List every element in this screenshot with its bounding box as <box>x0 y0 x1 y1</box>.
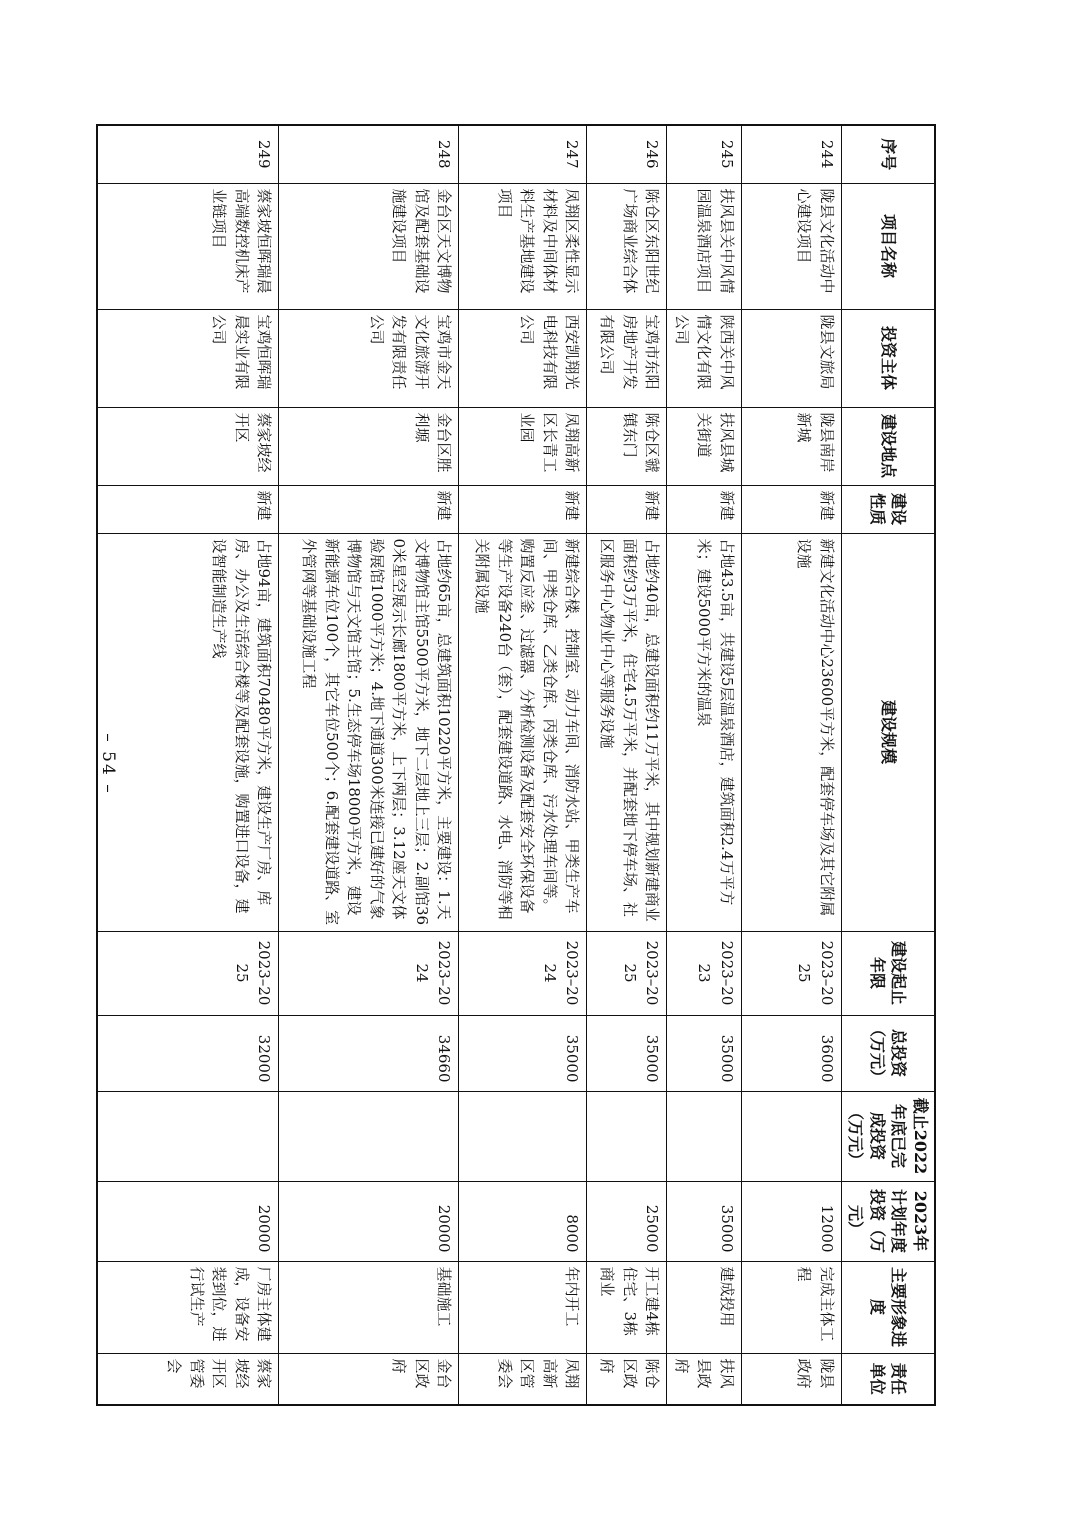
progress: 厂房主体建成，设备安装到位，进行试生产 <box>97 1261 279 1353</box>
responsible-unit: 陈仓区政府 <box>587 1353 667 1405</box>
responsible-unit: 扶风县政府 <box>667 1353 742 1405</box>
total-investment: 35000 <box>667 1015 742 1091</box>
nature: 新建 <box>741 485 841 533</box>
period: 2023–2024 <box>459 931 587 1015</box>
nature: 新建 <box>459 485 587 533</box>
row-number: 245 <box>667 125 742 183</box>
progress: 建成投用 <box>667 1261 742 1353</box>
location: 蔡家坡经开区 <box>97 407 279 485</box>
planned-investment: 35000 <box>667 1181 742 1261</box>
total-investment: 34660 <box>279 1015 459 1091</box>
total-investment: 35000 <box>587 1015 667 1091</box>
completed-investment <box>279 1091 459 1181</box>
responsible-unit: 蔡家坡经开区管委会 <box>97 1353 279 1405</box>
table-row <box>97 125 279 1405</box>
scale: 新建文化活动中心23600平方米，配套停车场及其它附属设施 <box>741 533 841 931</box>
progress: 年内开工 <box>459 1261 587 1353</box>
progress: 基础施工 <box>279 1261 459 1353</box>
location: 金台区胜利塬 <box>279 407 459 485</box>
header-cell: 责任单位 <box>841 1353 935 1405</box>
header-cell: 建设性质 <box>841 485 935 533</box>
page-number-text: – 54 – <box>98 733 118 795</box>
row-number: 244 <box>741 125 841 183</box>
investor: 陇县文旅局 <box>741 309 841 407</box>
row-number: 247 <box>459 125 587 183</box>
project-name: 陈仓区东阳世纪广场商业综合体 <box>587 183 667 309</box>
header-cell: 序号 <box>841 125 935 183</box>
nature: 新建 <box>667 485 742 533</box>
total-investment: 36000 <box>741 1015 841 1091</box>
header-cell: 投资主体 <box>841 309 935 407</box>
investor: 宝鸡市金天文化旅游开发有限责任公司 <box>279 309 459 407</box>
investor: 宝鸡恒晖瑞晨实业有限公司 <box>97 309 279 407</box>
table-row <box>459 125 587 1405</box>
investor: 陕西关中风情文化有限公司 <box>667 309 742 407</box>
responsible-unit: 金台区政府 <box>279 1353 459 1405</box>
responsible-unit: 陇县政府 <box>741 1353 841 1405</box>
investor: 西安凯翔光电科技有限公司 <box>459 309 587 407</box>
project-name: 蔡家坡恒晖瑞晨高端数控机床产业链项目 <box>97 183 279 309</box>
header-cell: 总投资（万元） <box>841 1015 935 1091</box>
progress: 完成主体工程 <box>741 1261 841 1353</box>
responsible-unit: 凤翔高新区管委会 <box>459 1353 587 1405</box>
completed-investment <box>459 1091 587 1181</box>
header-cell: 截止2022年底已完成投资（万元） <box>841 1091 935 1181</box>
total-investment: 32000 <box>97 1015 279 1091</box>
completed-investment <box>587 1091 667 1181</box>
scale: 新建综合楼、控制室、动力车间、消防水站、甲类生产车间、甲类仓库、乙类仓库、丙类仓库、污水处理车间等。购置反应釜、过滤器、分析检测设备及配套安全环保设备等生产设备240台（套），配套建设道路、水电、消防等相关附属设施 <box>459 533 587 931</box>
header-cell: 主要形象进度 <box>841 1261 935 1353</box>
header-cell: 建设地点 <box>841 407 935 485</box>
project-name: 扶风县关中风情园温泉酒店项目 <box>667 183 742 309</box>
project-name: 凤翔区柔性显示材料及中间体材料生产基地建设项目 <box>459 183 587 309</box>
scale: 占地94亩，建筑面积70480平方米，建设生产厂房、库房、办公及生活综合楼等及配套设施，购置进口设备，建设智能制造生产线 <box>97 533 279 931</box>
project-table-container <box>136 124 936 1404</box>
planned-investment: 20000 <box>279 1181 459 1261</box>
project-name: 陇县文化活动中心建设项目 <box>741 183 841 309</box>
header-cell: 建设规模 <box>841 533 935 931</box>
nature: 新建 <box>587 485 667 533</box>
location: 陇县南岸新城 <box>741 407 841 485</box>
completed-investment <box>667 1091 742 1181</box>
total-investment: 35000 <box>459 1015 587 1091</box>
progress: 开工建4栋住宅、3栋商业 <box>587 1261 667 1353</box>
planned-investment: 25000 <box>587 1181 667 1261</box>
completed-investment <box>97 1091 279 1181</box>
table-header-row <box>841 125 935 1405</box>
project-table <box>96 124 936 1406</box>
table-row <box>741 125 841 1405</box>
completed-investment <box>741 1091 841 1181</box>
planned-investment: 8000 <box>459 1181 587 1261</box>
location: 陈仓区虢镇东门 <box>587 407 667 485</box>
nature: 新建 <box>279 485 459 533</box>
table-row <box>667 125 742 1405</box>
investor: 宝鸡市东阳房地产开发有限公司 <box>587 309 667 407</box>
location: 凤翔高新区长青工业园 <box>459 407 587 485</box>
row-number: 246 <box>587 125 667 183</box>
nature: 新建 <box>97 485 279 533</box>
header-cell: 2023年计划年度投资（万元） <box>841 1181 935 1261</box>
table-row <box>587 125 667 1405</box>
row-number: 248 <box>279 125 459 183</box>
table-row <box>279 125 459 1405</box>
period: 2023–2025 <box>741 931 841 1015</box>
project-name: 金台区天文博物馆及配套基础设施建设项目 <box>279 183 459 309</box>
planned-investment: 12000 <box>741 1181 841 1261</box>
scale: 占地43.5亩，共建设5层温泉酒店，建筑面积2.4万平方米；建设5000平方米的温泉 <box>667 533 742 931</box>
scale: 占地约65亩，总建筑面积10220平方米，主要建设：1.天文博物馆主馆5500平方米，地下二层地上三层；2.副馆360米星空展示长廊1800平方米，上下两层；3.12座天文体验展馆1000平方米；4.地下通道300米连接已建好的气象博物馆与天文馆主馆；5.生态停车场18000平方米，建设新能源车位100个，其它车位500个；6.配套建设道路、室外管网等基础设施工程 <box>279 533 459 931</box>
header-cell: 建设起止年限 <box>841 931 935 1015</box>
period: 2023–2023 <box>667 931 742 1015</box>
period: 2023–2025 <box>587 931 667 1015</box>
header-cell: 项目名称 <box>841 183 935 309</box>
location: 扶风县城关街道 <box>667 407 742 485</box>
period: 2023–2025 <box>97 931 279 1015</box>
planned-investment: 20000 <box>97 1181 279 1261</box>
period: 2023–2024 <box>279 931 459 1015</box>
scale: 占地约40亩，总建设面积约11万平米，其中规划新建商业面积约3万平米，住宅4.5万平米，并配套地下停车场、社区服务中心物业中心等服务设施 <box>587 533 667 931</box>
row-number: 249 <box>97 125 279 183</box>
